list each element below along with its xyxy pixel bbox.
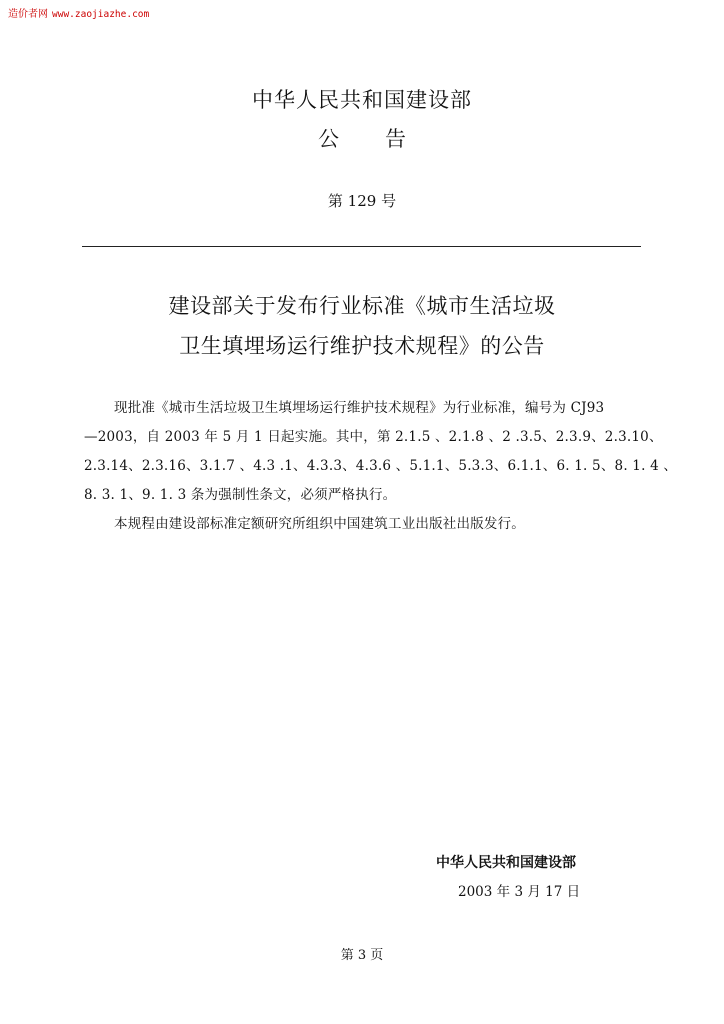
watermark-site-name: 造价者网 bbox=[8, 9, 48, 20]
notice-number: 第 129 号 bbox=[327, 192, 397, 210]
paragraph-1-line-4: 8. 3. 1、9. 1. 3 条为强制性条文，必须严格执行。 bbox=[84, 487, 397, 503]
paragraph-2: 本规程由建设部标准定额研究所组织中国建筑工业出版社出版发行。 bbox=[114, 516, 525, 532]
page-number: 第 3 页 bbox=[340, 948, 384, 963]
paragraph-1-line-1: 现批准《城市生活垃圾卫生填埋场运行维护技术规程》为行业标准，编号为 CJ93 bbox=[114, 400, 605, 416]
paragraph-1-line-3: 2.3.14、2.3.16、3.1.7 、4.3 .1、4.3.3、4.3.6 、5.1.1、5.3.3、6.1.1、6. 1. 5、8. 1. 4 、 bbox=[84, 458, 678, 474]
signature-date: 2003 年 3 月 17 日 bbox=[458, 884, 581, 900]
heading-line-1: 建设部关于发布行业标准《城市生活垃圾 bbox=[168, 294, 556, 318]
ministry-name: 中华人民共和国建设部 bbox=[252, 88, 472, 112]
horizontal-rule bbox=[82, 246, 641, 247]
notice-title: 公告 bbox=[318, 127, 452, 151]
heading-line-2: 卫生填埋场运行维护技术规程》的公告 bbox=[179, 334, 545, 358]
paragraph-1-line-2: —2003，自 2003 年 5 月 1 日起实施。其中，第 2.1.5 、2.1.8 、2 .3.5、2.3.9、2.3.10、 bbox=[84, 429, 663, 445]
watermark bbox=[8, 5, 149, 20]
signature-organization: 中华人民共和国建设部 bbox=[436, 855, 576, 871]
watermark-url[interactable]: www.zaojiazhe.com bbox=[52, 9, 150, 20]
